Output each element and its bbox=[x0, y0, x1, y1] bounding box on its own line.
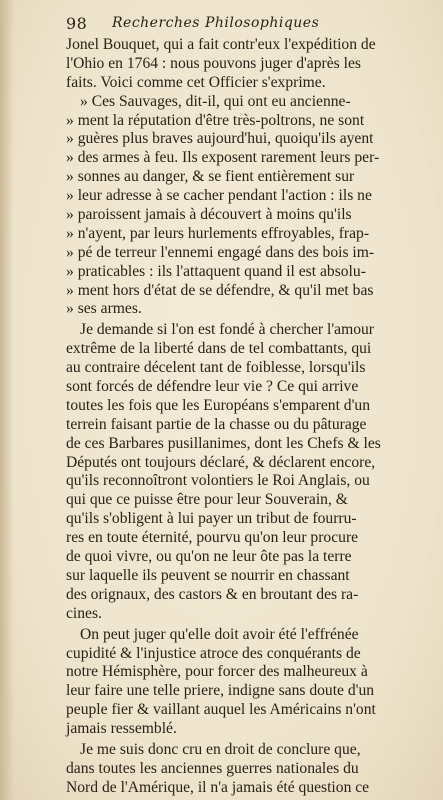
quote-line: » ses armes. bbox=[66, 300, 142, 318]
text-line: sont forcés de défendre leur vie ? Ce qui arrive bbox=[66, 378, 359, 396]
text-line: Je me suis donc cru en droit de conclure que, bbox=[80, 740, 361, 758]
text-line: notre Hémisphère, pour forcer des malheureux à bbox=[66, 663, 368, 681]
body-text bbox=[66, 36, 417, 798]
running-head bbox=[66, 14, 417, 36]
text-line: Je demande si l'on est fondé à chercher l'amour bbox=[80, 321, 374, 339]
text-line: cines. bbox=[66, 604, 102, 622]
quote-line: » des armes à feu. Ils exposent rarement leurs per- bbox=[66, 149, 380, 167]
quote-line: » sonnes au danger, & se fient entièrement sur bbox=[66, 168, 355, 186]
text-line: de quoi vivre, ou qu'on ne leur ôte pas la terre bbox=[66, 548, 352, 566]
text-line: faits. Voici comme cet Officier s'exprime. bbox=[66, 73, 326, 91]
quote-line: » guères plus braves aujourd'hui, quoiqu'ils ayent bbox=[66, 130, 374, 148]
quote-line: » paroissent jamais à découvert à moins qu'ils bbox=[66, 206, 352, 224]
text-line: extrême de la liberté dans de tel combattants, qui bbox=[66, 340, 372, 358]
running-title: Recherches Philosophiques bbox=[112, 15, 320, 31]
text-line: cupidité & l'injustice atroce des conquérants de bbox=[66, 644, 361, 662]
text-line: qu'ils s'obligent à lui payer un tribut de fourru- bbox=[66, 510, 357, 528]
text-line: qui que ce puisse être pour leur Souverain, & bbox=[66, 491, 348, 509]
text-line: qu'ils reconnoîtront volontiers le Roi Anglais, ou bbox=[66, 472, 370, 490]
text-line: Nord de l'Amérique, il n'a jamais été question ce bbox=[66, 778, 370, 796]
quote-line: » pé de terreur l'ennemi engagé dans des bois im- bbox=[66, 243, 375, 261]
page-number: 98 bbox=[66, 14, 88, 33]
text-line: Députés ont toujours déclaré, & déclarent encore, bbox=[66, 453, 376, 471]
text-line: l'Ohio en 1764 : nous pouvons juger d'après les bbox=[66, 54, 361, 72]
text-line: leur faire une telle priere, indigne sans doute d'un bbox=[66, 682, 375, 700]
text-line: des orignaux, des castors & en broutant des ra- bbox=[66, 585, 359, 603]
text-line: res en toute éternité, pourvu qu'on leur procure bbox=[66, 529, 359, 547]
quote-line: » n'ayent, par leurs hurlements effroyables, frap- bbox=[66, 224, 370, 242]
quote-line: » ment hors d'état de se défendre, & qu'il met bas bbox=[66, 281, 374, 299]
text-line: sur laquelle ils peuvent se nourrir en chassant bbox=[66, 566, 350, 584]
text-line: peuple fier & vaillant auquel les Américains n'ont bbox=[66, 701, 376, 719]
text-line: de ces Barbares pusillanimes, dont les Chefs & les bbox=[66, 434, 381, 452]
text-line: On peut juger qu'elle doit avoir été l'effrénée bbox=[80, 625, 359, 643]
quote-line: » Ces Sauvages, dit-il, qui ont eu ancienne- bbox=[80, 92, 351, 110]
binding-gutter bbox=[0, 0, 14, 800]
text-line: dans toutes les anciennes guerres nationales du bbox=[66, 759, 359, 777]
text-line: terrein faisant partie de la chasse ou du pâturage bbox=[66, 415, 367, 433]
text-line: Jonel Bouquet, qui a fait contr'eux l'expédition de bbox=[66, 36, 376, 53]
quote-line: » ment la réputation d'être très-poltrons, ne sont bbox=[66, 111, 365, 129]
quote-line: » leur adresse à se cacher pendant l'action : ils ne bbox=[66, 187, 372, 205]
text-line: jamais ressemblé. bbox=[66, 720, 177, 738]
text-line: toutes les fois que les Européans s'emparent d'un bbox=[66, 396, 370, 414]
quote-line: » praticables : ils l'attaquent quand il est absolu- bbox=[66, 262, 366, 280]
text-line: au contraire décelent tant de foiblesse, lorsqu'ils bbox=[66, 359, 366, 377]
